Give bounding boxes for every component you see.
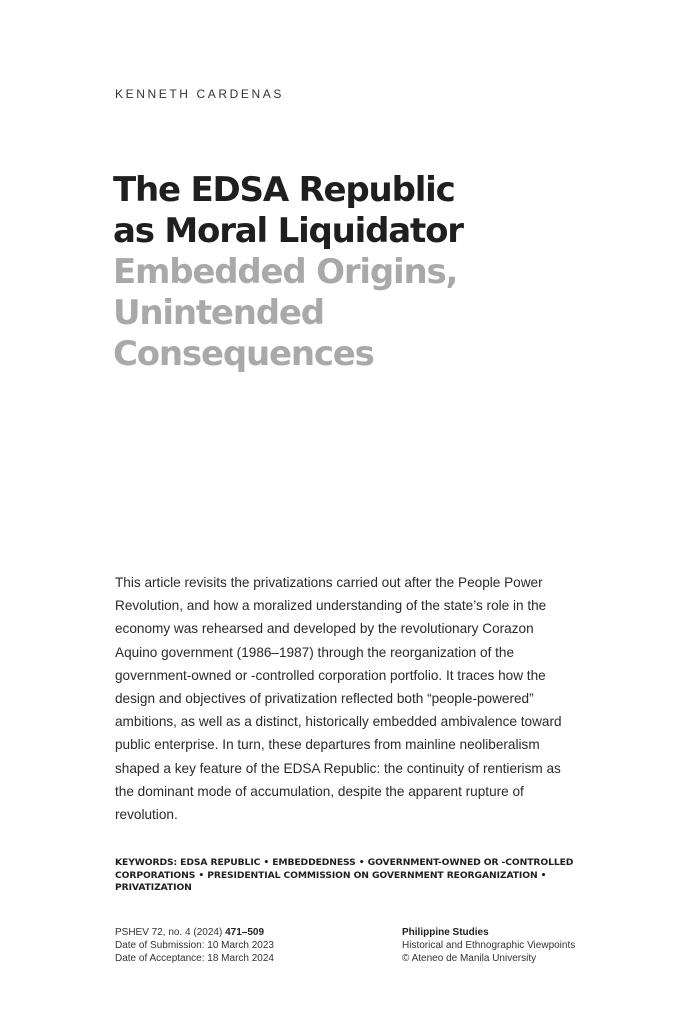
subtitle-line-1: Embedded Origins, bbox=[113, 252, 458, 292]
journal-info bbox=[402, 926, 575, 965]
journal-tagline: Historical and Ethnographic Viewpoints bbox=[402, 940, 576, 951]
article-title bbox=[113, 170, 633, 375]
submission-date: Date of Submission: 10 March 2023 bbox=[115, 940, 274, 951]
author-name: KENNETH CARDENAS bbox=[115, 87, 284, 101]
title-line-1: The EDSA Republic bbox=[113, 170, 455, 210]
abstract: This article revisits the privatizations carried out after the People Power Revolution, and how a moralized understanding of the state’s role in the economy was rehearsed and developed by the revolutionary Corazon Aquino government (1986–1987) through the reorganization of the government-owned or -controlled corporation portfolio. It traces how the design and objectives of privatization reflected both “people-powered” ambitions, as well as a distinct, historically embedded ambivalence toward public enterprise. In turn, these departures from mainline neoliberalism shaped a key feature of the EDSA Republic: the continuity of rentierism as the dominant mode of accumulation, despite the apparent rupture of revolution. bbox=[115, 575, 562, 823]
citation-volume: PSHEV 72, no. 4 (2024) bbox=[115, 927, 226, 938]
journal-publisher: © Ateneo de Manila University bbox=[402, 953, 537, 964]
subtitle-line-2: Unintended bbox=[113, 293, 324, 333]
subtitle-line-3: Consequences bbox=[113, 334, 374, 374]
acceptance-date: Date of Acceptance: 18 March 2024 bbox=[115, 953, 274, 964]
citation-line bbox=[115, 926, 274, 939]
title-line-2: as Moral Liquidator bbox=[113, 211, 463, 251]
citation-pages: 471–509 bbox=[225, 927, 265, 938]
keywords: KEYWORDS: EDSA REPUBLIC • EMBEDDEDNESS • GOVERNMENT-OWNED OR -CONTROLLED CORPORATIONS • PRESIDENTIAL COMMISSION ON GOVERNMENT REORGANIZATION • PRIVATIZATION bbox=[115, 857, 574, 894]
journal-name: Philippine Studies bbox=[402, 927, 489, 938]
citation-info bbox=[115, 926, 274, 965]
